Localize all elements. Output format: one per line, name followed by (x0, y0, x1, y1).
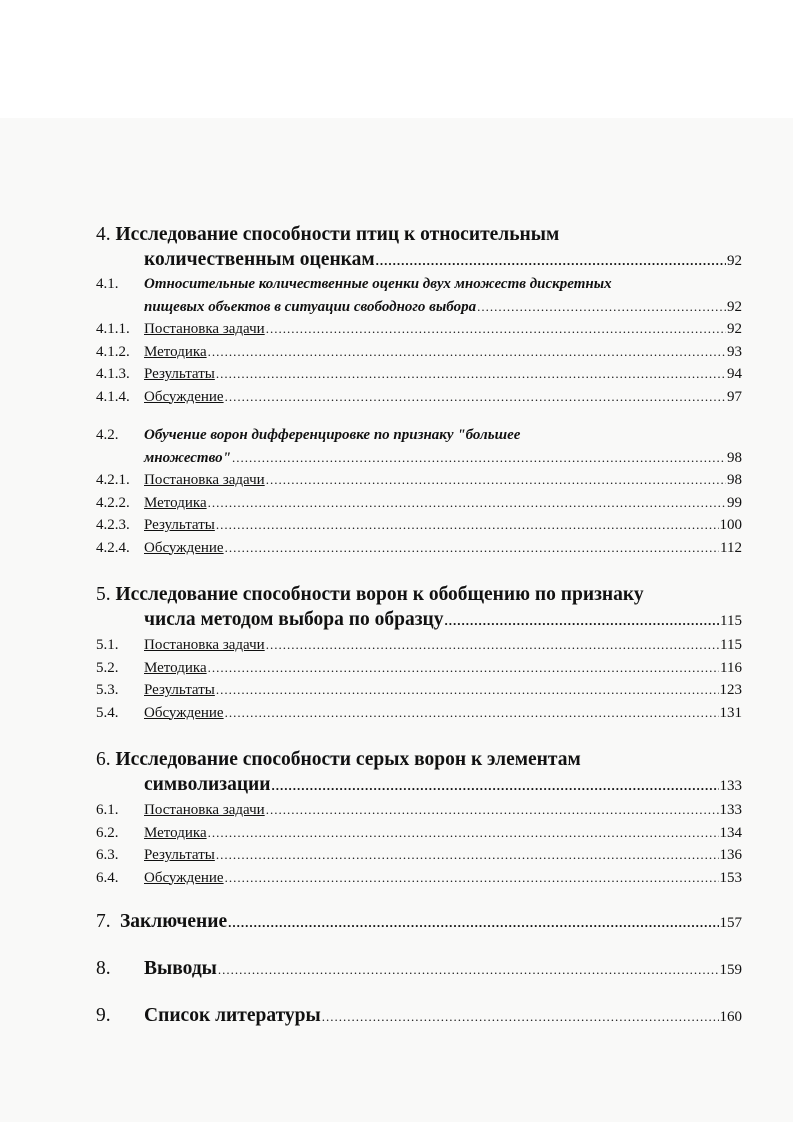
chapter-number: 7. (96, 911, 111, 932)
toc-item-5-4 (96, 702, 742, 725)
item-number: 6.2. (96, 824, 119, 841)
chapter-number: 8. (96, 958, 111, 979)
item-title: Обсуждение (144, 539, 224, 556)
dot-leader (322, 1004, 719, 1029)
toc-section-4-1 (96, 274, 742, 318)
chapter-title-line1: Исследование способности птиц к относительным (115, 224, 560, 245)
toc-item-6-4 (96, 867, 742, 890)
item-title: Постановка задачи (144, 802, 265, 818)
item-title: Результаты (144, 517, 215, 533)
dot-leader (445, 608, 720, 633)
dot-leader (266, 799, 719, 821)
item-title: Результаты (144, 366, 215, 382)
page-number: 133 (719, 802, 742, 818)
dot-leader (216, 514, 719, 536)
section-title-line2: множество" (144, 449, 231, 466)
dot-leader (266, 318, 726, 340)
toc-chapter-8 (96, 956, 742, 983)
toc-chapter-4 (96, 222, 742, 274)
chapter-title-line2: числа методом выбора по образцу (144, 609, 444, 630)
item-title: Постановка задачи (144, 637, 265, 653)
dot-leader (228, 910, 718, 935)
item-title: Обсуждение (144, 704, 224, 721)
chapter-title-line2: символизации (144, 774, 271, 795)
dot-leader (208, 822, 719, 844)
toc-chapter-9 (96, 1003, 742, 1030)
page-number: 94 (727, 366, 742, 382)
dot-leader (272, 773, 719, 798)
toc-item-4-2-1 (96, 469, 742, 492)
item-title: Методика (144, 824, 207, 841)
item-number: 4.2.3. (96, 517, 130, 533)
item-title: Методика (144, 343, 207, 360)
section-title-line1: Обучение ворон дифференцировке по признаку "большее (144, 427, 521, 443)
item-number: 5.1. (96, 637, 119, 653)
dot-leader (225, 386, 726, 408)
dot-leader (218, 957, 719, 982)
page-number: 92 (727, 321, 742, 337)
toc-item-4-2-3 (96, 514, 742, 537)
toc-chapter-5 (96, 582, 742, 634)
item-number: 4.1.2. (96, 343, 130, 360)
item-title: Результаты (144, 847, 215, 863)
dot-leader (232, 447, 726, 469)
page-number: 136 (719, 847, 742, 863)
item-title: Обсуждение (144, 869, 224, 886)
item-title: Методика (144, 659, 207, 676)
item-number: 5.4. (96, 704, 119, 721)
dot-leader (208, 492, 726, 514)
page-number: 160 (719, 1009, 742, 1025)
item-title: Методика (144, 494, 207, 511)
page-number: 100 (719, 517, 742, 533)
item-number: 4.1.1. (96, 321, 130, 337)
page-number: 134 (719, 824, 742, 841)
chapter-title-line1: Исследование способности серых ворон к элементам (115, 749, 581, 770)
item-number: 5.2. (96, 659, 119, 676)
toc-item-6-2 (96, 822, 742, 845)
page-number: 159 (719, 962, 742, 978)
dot-leader (216, 679, 719, 701)
dot-leader (477, 296, 726, 318)
toc-chapter-7 (96, 909, 742, 936)
dot-leader (225, 867, 719, 889)
dot-leader (376, 248, 726, 273)
dot-leader (225, 537, 719, 559)
toc-item-4-2-4 (96, 537, 742, 560)
item-number: 6.4. (96, 869, 119, 886)
toc-item-4-1-1 (96, 318, 742, 341)
page-number: 115 (720, 613, 742, 629)
chapter-title: Список литературы (144, 1005, 321, 1026)
chapter-title: Заключение (120, 911, 228, 932)
table-of-contents (96, 222, 742, 1030)
item-number: 4.2.1. (96, 472, 130, 488)
page-number: 123 (719, 682, 742, 698)
item-number: 4.2.4. (96, 539, 130, 556)
item-title: Постановка задачи (144, 472, 265, 488)
toc-item-5-3 (96, 679, 742, 702)
dot-leader (216, 844, 719, 866)
toc-item-4-2-2 (96, 492, 742, 515)
dot-leader (266, 469, 726, 491)
section-title-line2: пищевых объектов в ситуации свободного выбора (144, 298, 477, 315)
page-number: 112 (720, 539, 742, 556)
toc-item-4-1-2 (96, 341, 742, 364)
toc-item-6-3 (96, 844, 742, 867)
page-number: 116 (720, 659, 742, 676)
section-number: 4.1. (96, 276, 119, 292)
dot-leader (225, 702, 719, 724)
page-number: 98 (727, 449, 742, 466)
chapter-number: 6. (96, 749, 111, 770)
page-number: 93 (727, 343, 742, 360)
item-number: 4.1.4. (96, 388, 130, 405)
toc-item-5-1 (96, 634, 742, 657)
dot-leader (208, 657, 719, 679)
toc-item-6-1 (96, 799, 742, 822)
chapter-number: 5. (96, 584, 111, 605)
section-title-line1: Относительные количественные оценки двух множеств дискретных (144, 276, 612, 292)
toc-item-4-1-3 (96, 363, 742, 386)
dot-leader (266, 634, 719, 656)
page-number: 98 (727, 472, 742, 488)
toc-section-4-2 (96, 425, 742, 469)
toc-item-4-1-4 (96, 386, 742, 409)
toc-chapter-6 (96, 747, 742, 799)
item-number: 4.2.2. (96, 494, 130, 511)
item-title: Обсуждение (144, 388, 224, 405)
chapter-title-line1: Исследование способности ворон к обобщению по признаку (115, 584, 644, 605)
page-number: 133 (719, 778, 742, 794)
section-number: 4.2. (96, 427, 119, 443)
chapter-title-line2: количественным оценкам (144, 249, 375, 270)
page-number: 92 (727, 253, 742, 269)
page-number: 97 (727, 388, 742, 405)
page-number: 115 (720, 637, 742, 653)
item-number: 5.3. (96, 682, 119, 698)
page-number: 153 (719, 869, 742, 886)
item-title: Результаты (144, 682, 215, 698)
chapter-number: 4. (96, 224, 111, 245)
page-number: 131 (719, 704, 742, 721)
page-number: 99 (727, 494, 742, 511)
item-number: 4.1.3. (96, 366, 130, 382)
chapter-number: 9. (96, 1005, 111, 1026)
item-title: Постановка задачи (144, 321, 265, 337)
page-number: 92 (727, 298, 742, 315)
item-number: 6.3. (96, 847, 119, 863)
dot-leader (216, 363, 726, 385)
item-number: 6.1. (96, 802, 119, 818)
page-number: 157 (719, 915, 742, 931)
toc-item-5-2 (96, 657, 742, 680)
dot-leader (208, 341, 726, 363)
chapter-title: Выводы (144, 958, 217, 979)
